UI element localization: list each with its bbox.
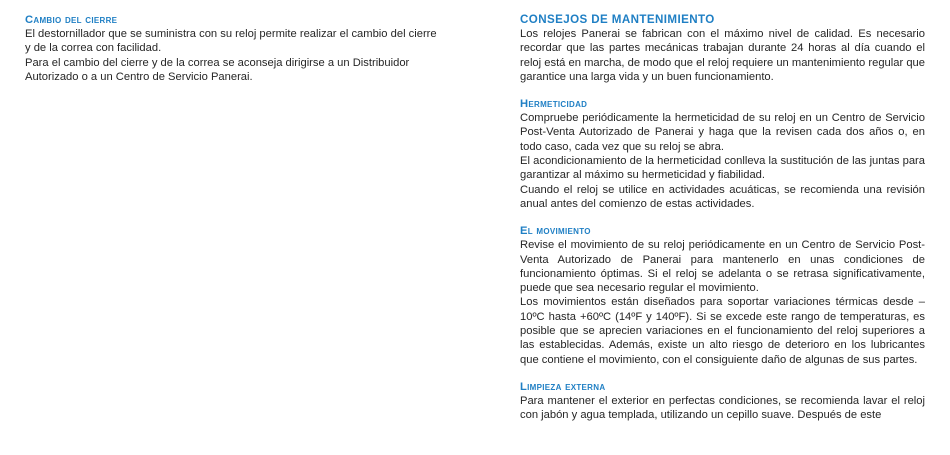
- body-paragraph: Compruebe periódicamente la hermeticidad de su reloj en un Centro de Servicio Post-Venta Autorizado de Panerai y haga que la revisen cada dos años o, en todo caso, cada vez que su reloj se abra.: [520, 112, 925, 153]
- intro-paragraph: Los relojes Panerai se fabrican con el máximo nivel de calidad. Es necesario recordar que las partes mecánicas trabajan durante 24 horas al día cuando el reloj está en marcha, de modo que el reloj requiere un mantenimiento regular que garantice una larga vida y un buen funcionamiento.: [520, 28, 925, 83]
- body-paragraph: Revise el movimiento de su reloj periódicamente en un Centro de Servicio Post-Venta Autorizado de Panerai para mantenerlo en unas condiciones de funcionamiento óptimas. Si el reloj se adelanta o se retrasa significativamente, puede que sea necesario regular el movimiento.: [520, 239, 925, 295]
- body-paragraph: Para mantener el exterior en perfectas condiciones, se recomienda lavar el reloj con jabón y agua templada, utilizando un cepillo suave. Después de este: [520, 394, 925, 422]
- section-heading: El movimiento: [520, 225, 591, 238]
- body-paragraph: El destornillador que se suministra con su reloj permite realizar el cambio del cierre y de la correa con facilidad.: [25, 28, 437, 55]
- section-consejos: [520, 12, 925, 84]
- right-column: [520, 12, 925, 436]
- section-heading: Hermeticidad: [520, 98, 588, 111]
- page-title: CONSEJOS DE MANTENIMIENTO: [520, 13, 715, 26]
- body-paragraph: Los movimientos están diseñados para soportar variaciones térmicas desde –10ºC hasta +60ºC (14ºF y 140ºF). Si se excede este rango de temperaturas, es posible que se aprecien variaciones en el funcionamiento del reloj superiores a las establecidas. Además, existe un alto riesgo de deterioro en los lubricantes que contiene el movimiento, con el consiguiente daño de algunas de sus partes.: [520, 296, 925, 366]
- section-cambio-del-cierre: [25, 13, 437, 84]
- section-limpieza-externa: [520, 380, 925, 423]
- body-paragraph: Cuando el reloj se utilice en actividades acuáticas, se recomienda una revisión anual antes del comienzo de estas actividades.: [520, 183, 925, 210]
- body-paragraph: El acondicionamiento de la hermeticidad conlleva la sustitución de las juntas para garantizar al máximo su hermeticidad y fiabilidad.: [520, 155, 925, 182]
- left-column: [25, 13, 437, 97]
- section-el-movimiento: [520, 224, 925, 367]
- section-hermeticidad: [520, 97, 925, 211]
- section-heading: Cambio del cierre: [25, 14, 118, 26]
- body-paragraph: Para el cambio del cierre y de la correa se aconseja dirigirse a un Distribuidor Autorizado o a un Centro de Servicio Panerai.: [25, 56, 410, 83]
- section-heading: Limpieza externa: [520, 380, 606, 393]
